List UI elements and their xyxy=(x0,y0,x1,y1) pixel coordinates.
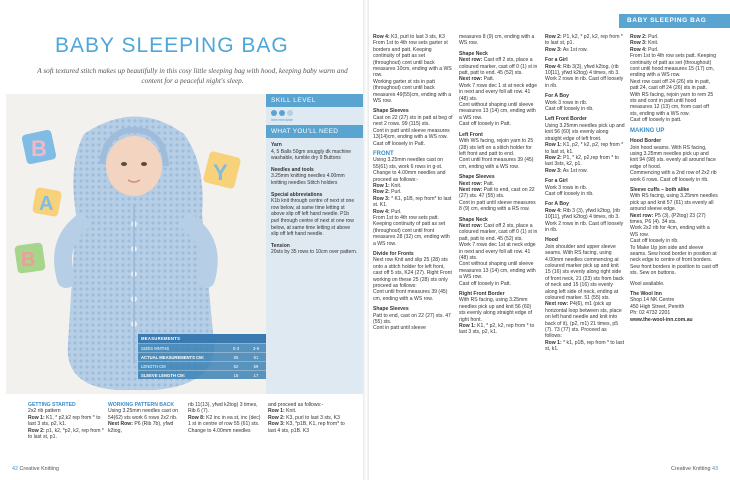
pattern-column-4 xyxy=(268,402,352,434)
pattern-line: Wool available. xyxy=(630,280,665,287)
pattern-line: Row 4: K3, purl to last 3 sts, K3 xyxy=(373,34,445,40)
yarn-ball-icon xyxy=(279,110,285,116)
pattern-line: Cont without shaping until sleeve measures 13 (14) cm, ending with a WS row. xyxy=(459,261,536,281)
svg-text:B: B xyxy=(21,249,36,271)
pattern-line: Row 2: P1, * k2, p2,rep from * to last 3sts, k2, p1. xyxy=(545,154,619,168)
section-heading: FRONT xyxy=(373,150,394,157)
page-title: BABY SLEEPING BAG xyxy=(55,34,289,57)
pattern-line: Row 4: Purl. xyxy=(630,46,659,53)
pattern-line: Using 3.25mm needles cast on 55(61) sts, work 6 rows in g-st. xyxy=(373,157,443,170)
tension-heading: Tension xyxy=(271,242,290,249)
svg-text:A: A xyxy=(39,193,54,215)
getting-started-column xyxy=(28,402,104,440)
measurements-table xyxy=(138,334,266,379)
pattern-line: Cont in patt until sleeve measures 8 (9) cm, ending with a RS row. xyxy=(459,199,536,213)
pattern-column-3 xyxy=(188,402,264,434)
pattern-line: Cast on 22 (27) sts in patt at beg of next 2 rows. 99 (115) sts. xyxy=(373,114,453,128)
yarn-ball-icon xyxy=(271,110,277,116)
tension-text: 20sts by 35 rows to 10cm over pattern. xyxy=(271,249,358,256)
section-heading: Right Front Border xyxy=(459,291,505,298)
pattern-line: From 1st to 4th row sets patt. Keeping continuity of patt as set (throughout) cont until front measures 28 (32) cm, ending with a WS row. xyxy=(373,214,450,247)
pattern-line: Row 8: K2 inc in ea st, inc (dec) 1 st in centre of row 55 (61) sts. xyxy=(188,414,261,428)
pattern-line: Next row: Patt to end, cast on 22 (27) sts. 47 (55) sts. xyxy=(459,186,535,200)
table-row xyxy=(138,353,266,362)
section-heading: Left Front xyxy=(459,131,483,138)
section-heading: For a Girl xyxy=(545,57,568,64)
pattern-line: Row 4: Rib 3(3), yfwd k2tog, (rib 10[11], yfwd k2tog) 4 times, rib 3. xyxy=(545,63,620,77)
yarn-ball-icon xyxy=(287,110,293,116)
pattern-line: Next row: Cast off 2 sts, place a coloured marker, cast off 0 (1) st in patt, patt to end. 45 (52) sts. xyxy=(459,57,538,77)
footer-left xyxy=(12,466,59,472)
section-heading: Hood Border xyxy=(630,138,662,145)
pattern-line: With WS facing, rejoin yarn to 25 (28) sts left on a stitch holder for left front and patt to end. xyxy=(459,138,534,157)
table-cell: LENGTH CM xyxy=(138,362,226,371)
pattern-line: Cast off loosely in rib. xyxy=(545,190,594,197)
abbreviations-text: K1b knit through centre of next st one row below, at same time letting st above slip off left hand needle. P1b purl through centre of next st one row below, at same time letting st above slip off left hand needle. xyxy=(271,198,355,238)
table-cell: SLEEVE LENGTH CM: xyxy=(138,371,226,380)
pattern-line: Row 2: P1, k2, * p2, k2, rep from * to last st, p1. xyxy=(545,34,623,47)
pattern-line: Row 3: Knit. xyxy=(630,40,659,47)
pattern-line: Work 7 rows dec 1 st at neck edge in next and every foll alt row. 41 (48) sts. xyxy=(459,82,538,102)
skill-level-value: intermediate xyxy=(271,117,294,122)
table-cell: 52 xyxy=(226,362,246,371)
pattern-line: Cast off loosely in Patt. xyxy=(459,121,512,128)
pattern-line: measures 8 (9) cm, ending with a WS row. xyxy=(459,34,535,47)
pattern-line: Cast off loosely in rib. xyxy=(545,106,594,113)
pattern-line: From 1st to 4th row sets patt. Keeping continuity of patt as set (throughout) cont until hood measures 15 (17) cm, ending with a WS row. xyxy=(630,53,717,79)
pattern-line: Next row: P4(6), m1 (pick up horizontal loop between sts, place on left hand needle and knit into back of it), (p2, m1) 21 times, p5 (7). 73 (77) sts. Proceed as follows: xyxy=(545,301,622,340)
section-heading: Shape Sleeves xyxy=(373,108,409,115)
section-heading: Shape Sleeves xyxy=(459,174,495,181)
pattern-line: Cast off loosely in patt. xyxy=(630,117,682,124)
section-heading: Shape Sleeves xyxy=(373,306,409,313)
pattern-line: Cont without shaping until sleeve measures 13 (14) cm, ending with a WS row. xyxy=(459,102,536,121)
what-you-need-heading: WHAT YOU'LL NEED xyxy=(266,125,363,138)
pattern-line: Work 2 rows in rib. Cast off loosely in rib. xyxy=(545,220,624,233)
pattern-line: Row 1: Knit. xyxy=(373,182,402,189)
pattern-line: Using 3.25mm needles cast on 54(62) sts work 6 rows 2x2 rib. xyxy=(108,408,178,421)
pattern-line: Row 1: Knit. xyxy=(268,408,297,415)
pattern-line: Using 3.25mm needles pick up and knit 56 (60) sts evenly along straight edge of left front. xyxy=(545,122,625,142)
pattern-line: Work 7 rows dec 1st at neck edge in next and every foll alt row. 41 (48) sts. xyxy=(459,242,536,261)
pattern-line: To Make Up join side and sleeve seams. Sew hood border in position at neck edge to centre of front borders. Sew front borders in position to cast off sts. Sew on buttons. xyxy=(630,244,718,277)
magazine-name: Creative Knitting xyxy=(670,466,711,472)
needles-text: 3.25mm knitting needles 4.00mm knitting needles Stitch holders xyxy=(271,173,345,186)
pattern-line: Row 4: Rib 3 (3), yfwd k2tog, (rib 10[11], yfwd k2tog) 4 times, rib 3. xyxy=(545,207,621,221)
pattern-line: Row 3: * K1, p1B, rep from* to last st. K1. xyxy=(373,195,452,209)
section-subheading: 2x2 rib pattern xyxy=(28,408,61,415)
right-column-2 xyxy=(459,34,539,336)
pattern-line: Next row: Cast off 2 sts, place a coloured marker, cast off 0 (1) st in patt, patt to end. 45 (52) sts. xyxy=(459,222,538,242)
pattern-line: and proceed as follows:- xyxy=(268,402,324,408)
right-column-1 xyxy=(373,34,453,332)
right-column-3 xyxy=(545,34,625,353)
footer-right xyxy=(671,466,718,472)
section-heading: For A Boy xyxy=(545,93,569,100)
working-pattern-column xyxy=(108,402,184,434)
pattern-line: Next row: Patt. xyxy=(459,76,495,83)
page-gutter xyxy=(363,0,369,480)
pattern-line: Join hood seams. With RS facing, using 3.25mm needles pick up and knit 94 (98) sts. evenly all around face edge of hood. xyxy=(630,144,716,170)
pattern-line: From 1st to 4th row sets garter st borders and patt. Keeping continuity of patt as set (throughout) cont until back measures 10cm, ending with a WS row. xyxy=(373,40,452,79)
table-cell: SIZES MNTHS xyxy=(138,344,226,353)
pattern-line: Cast off loosely in rib. xyxy=(630,238,679,245)
measurements-grid xyxy=(138,343,266,379)
section-heading: Shape Neck xyxy=(459,216,488,223)
section-heading: Left Front Border xyxy=(545,116,587,123)
pattern-line: Row 3: K3, *p1B, K1, rep from* to last 4 sts, p1B. K3 xyxy=(268,421,345,434)
pattern-line: With RS facing, rejoin yarn to rem 25 sts and cont in patt until hood measures 12 (13) cm, from cast off sts, ending with a WS row. xyxy=(630,91,714,117)
needles-heading: Needles and tools xyxy=(271,166,314,173)
yarn-heading: Yarn xyxy=(271,142,282,148)
pattern-line: With RS facing, using 3.25mm needles pick up and knit 56 (60) sts evenly along straight edge of right front. xyxy=(459,297,533,323)
pattern-line: Row 1: K1, p2, * k2, p2, rep from * to last st, k1. xyxy=(545,142,624,155)
pattern-line: Change to 4.00mm needles xyxy=(188,427,251,434)
pattern-line: Row 2: K3, purl to last 3 sts, K3 xyxy=(268,414,340,421)
pattern-line: With RS facing, using 3.25mm needles pick up and knit 57 (61) sts evenly all around sleeve edge. xyxy=(630,193,718,213)
table-cell: 0-3 xyxy=(226,344,246,353)
table-row xyxy=(138,344,266,353)
pattern-line: rib 11(13), yfwd k2tog) 3 times, Rib 6 (7). xyxy=(188,402,258,415)
pattern-line: Cont until front measures 39 (45) cm, ending with a WS row. xyxy=(459,157,534,170)
table-cell: 15 xyxy=(226,371,246,380)
svg-text:Y: Y xyxy=(213,160,228,185)
materials-sidebar xyxy=(266,94,363,394)
pattern-line: Row 1: * k1, p1B, rep from * to last st, k1. xyxy=(545,339,624,353)
pattern-line: Patt to end, cast on 22 (27) sts. 47 (55) sts. xyxy=(373,312,451,326)
table-cell: 17 xyxy=(246,371,266,380)
yarn-text: 4, 5 Balls 50gm snuggly dk machine washable, tumble dry 9 Buttons xyxy=(271,148,352,162)
pattern-line: Next row cast off 24 (26) sts in patt, patt 24, cast off 24 (26) sts in patt. xyxy=(630,78,711,92)
section-heading: For A Boy xyxy=(545,201,569,208)
what-you-need-body xyxy=(266,138,363,260)
pattern-line: Next row: P5 (3), (P2tog) 23 (27) times, P6 (4). 34 sts. xyxy=(630,212,706,225)
right-column-4 xyxy=(630,34,718,323)
pattern-line: Row 3: As 1st row. xyxy=(545,46,588,53)
contact-line: www.the-wool-inn.com.au xyxy=(630,316,693,323)
pattern-line: Row 1: K1, * p2,k2 rep from * to last 3 sts, p2, k1. xyxy=(28,414,101,428)
pattern-line: Row 1: K1, * p2, k2, rep from * to last 3 sts, p2, k1. xyxy=(459,323,535,336)
section-heading: For a Girl xyxy=(545,178,568,185)
section-heading: MAKING UP xyxy=(630,127,665,134)
pattern-line: Change to 4.00mm needles and proceed as follows:- xyxy=(373,170,446,183)
intro-text: A soft textured stitch makes up beautifully in this cosy little sleeping bag with hood, keeping baby warm and content for a peaceful night's sleep. xyxy=(37,67,348,85)
section-heading: Shape Neck xyxy=(459,50,488,57)
pattern-line: Work 2 rows in rib. Cast off loosely in rib. xyxy=(545,76,624,89)
pattern-line: Cont in patt until sleeve xyxy=(373,325,426,332)
pattern-line: Ph: 02 4732 2201 xyxy=(630,310,671,317)
table-cell: 3-6 xyxy=(246,344,266,353)
pattern-line: Commencing with a 2nd row of 2x2 rib work 6 rows. Cast off loosely in rib. xyxy=(630,170,717,183)
pattern-line: Next row: Patt. xyxy=(459,180,495,187)
pattern-line: Row 2: Purl. xyxy=(373,189,402,196)
table-cell: 59 xyxy=(246,362,266,371)
pattern-line: Working garter st sts in patt (throughout) cont until back measures 49(55)cm, ending with a WS row. xyxy=(373,78,452,105)
contact-line: The Wool Inn xyxy=(630,291,662,298)
table-cell: 61 xyxy=(246,353,266,362)
section-heading: WORKING PATTERN BACK xyxy=(108,402,175,408)
pattern-line: Next Row: P6 (Rib 7b), yfwd k2tog, xyxy=(108,421,174,434)
pattern-line: Next row Knit and slip 25 (28) sts onto a stitch holder for left front, cast off 5 sts, K24 (27). Right Front working on these 25 (28) sts only proceed as follows: xyxy=(373,257,452,290)
pattern-line: Row 4: Purl. xyxy=(373,208,402,215)
table-row xyxy=(138,362,266,371)
section-heading: Divide for Fronts xyxy=(373,251,414,257)
pattern-line: Work 3 rows in rib. xyxy=(545,99,588,106)
svg-text:B: B xyxy=(31,136,47,161)
pattern-line: Shop 14 NK Centre xyxy=(630,297,675,304)
magazine-name: Creative Knitting xyxy=(19,466,60,472)
skill-level-icons xyxy=(266,107,363,116)
pattern-line: Work 2x2 rib for 4cm, ending with a WS row. xyxy=(630,225,710,238)
pattern-line: Join shoulder and upper sleeve seams. With RS facing, using 4.00mm needles commencing at coloured marker pick up and knit 15 (16) sts evenly along right side of front neck, 21 (23) sts from back of neck and 15 (16) sts evenly along left side of neck, ending at coloured marker. 51 (55) sts. xyxy=(545,243,624,302)
section-heading: Sleeve cuffs – both alike xyxy=(630,186,690,193)
abbreviations-heading: Special abbreviations xyxy=(271,191,323,198)
pattern-line: Cont until front measures 39 (45) cm, ending with a WS row. xyxy=(373,289,448,302)
pattern-line: Row 3: As 1st row. xyxy=(545,167,588,174)
table-row xyxy=(138,371,266,380)
pattern-line: Cont in patt until sleeve measures 13(14)cm, ending with a WS row. Cast off loosely in Patt. xyxy=(373,127,450,147)
measurements-heading: MEASUREMENTS xyxy=(138,334,266,343)
section-heading: Hood xyxy=(545,237,559,244)
pattern-line: Row 2: p1, k2, *p2, k2, rep from * to last st, p1. xyxy=(28,427,104,441)
page-number: 43 xyxy=(712,466,718,472)
page-number: 42 xyxy=(12,466,18,472)
table-cell: ACTUAL MEASUREMENTS CM: xyxy=(138,353,226,362)
skill-level-heading: SKILL LEVEL xyxy=(266,94,363,107)
pattern-line: Cast off loosely in Patt. xyxy=(459,280,512,287)
section-heading: GETTING STARTED xyxy=(28,402,76,408)
running-head: BABY SLEEPING BAG xyxy=(619,14,730,28)
pattern-line: Work 3 rows in rib. xyxy=(545,184,588,191)
table-cell: 55 xyxy=(226,353,246,362)
pattern-line: Row 2: Purl. xyxy=(630,34,659,40)
pattern-line: 450 High Street, Penrith xyxy=(630,303,685,310)
